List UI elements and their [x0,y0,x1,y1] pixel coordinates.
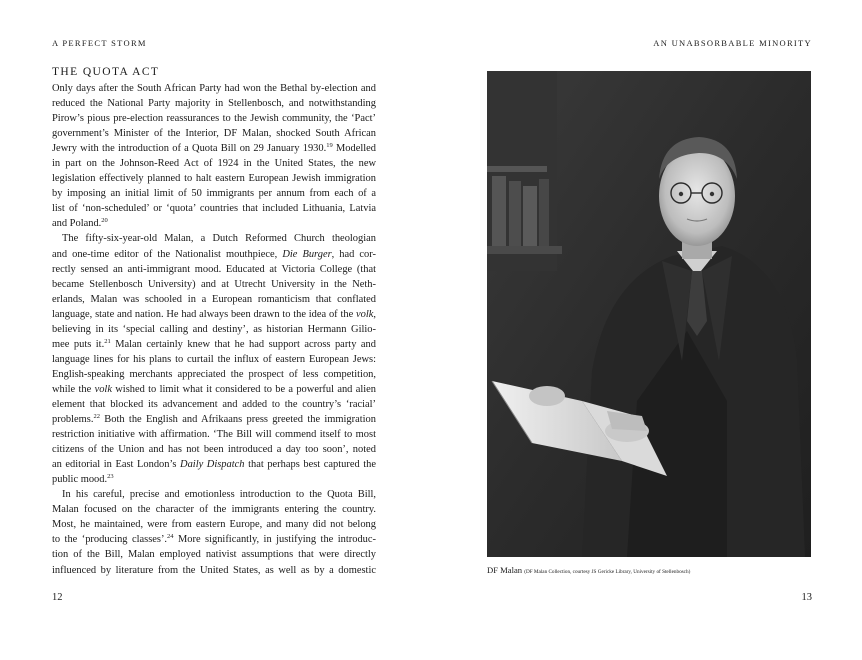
text-line [52,382,376,397]
text-segment: , had cor- [331,248,376,260]
text-line [52,292,376,307]
footnote-marker: 22 [93,413,100,421]
caption-credit: (DF Malan Collection, courtesy JS Gericke Library, University of Stellenbosch) [524,569,691,575]
running-head-right: AN UNABSORBABLE MINORITY [653,38,812,48]
text-segment: reduced the National Party majority in Stellenbosch, and notwithstanding [52,98,376,110]
text-segment: list of ‘non-scheduled’ or ‘quota’ countries that included Lithuania, Latvia [52,203,376,215]
italic-term: Die Burger [282,248,332,260]
text-line [52,427,376,442]
text-segment: Malan focused on the character of the immigrants entering the country. [52,504,376,516]
text-segment: , [373,308,376,320]
text-segment: believing in its ‘special calling and destiny’, as historian Hermann Gilio- [52,323,376,335]
text-line [52,141,376,156]
portrait-illustration [487,71,811,557]
text-line [52,186,376,201]
body-text [52,81,376,578]
running-head-left: A PERFECT STORM [52,38,147,48]
text-line [52,442,376,457]
text-line [52,472,376,487]
page-number-right: 13 [801,592,812,603]
text-line [52,352,376,367]
footnote-marker: 19 [326,142,333,150]
text-segment: and Poland. [52,218,102,230]
right-page [431,0,862,660]
text-segment: element that blocked its advancement and added to the country’s ‘racial’ [52,398,376,410]
text-line [52,277,376,292]
text-segment: In his careful, precise and emotionless introduction to the Quota Bill, [62,489,376,501]
text-segment: More significantly, in justifying the introduc- [173,534,376,546]
text-line [52,532,376,547]
text-segment: Most, he maintained, were from eastern Europe, and many did not belong [52,519,376,531]
text-line [52,412,376,427]
footnote-marker: 23 [107,473,114,481]
text-segment: to the ‘producing classes’. [52,534,168,546]
italic-term: Daily Dispatch [180,459,245,471]
text-segment: language, state and nation. He had always been drawn to the idea of the [52,308,356,320]
text-segment: that perhaps best captured the [244,459,377,471]
footnote-marker: 21 [104,337,111,345]
text-segment: influenced by literature from the United States, as well as by a domestic [52,564,376,576]
text-segment: government’s Minister of the Interior, DF Malan, shocked South African [52,128,376,140]
text-line [52,231,376,246]
page-number-left: 12 [52,592,63,603]
text-segment: English-speaking merchants appreciated the prospect of less competition, [52,368,376,380]
text-line [52,81,376,96]
text-segment: tion of the Bill, Malan employed nativist assumptions that were directly [52,549,376,561]
text-line [52,547,376,562]
text-segment: mee puts it. [52,338,105,350]
portrait-photo [487,71,811,557]
text-line [52,367,376,382]
footnote-marker: 20 [101,217,108,225]
text-segment: public mood. [52,474,108,486]
text-segment: The fifty-six-year-old Malan, a Dutch Reformed Church theologian [62,233,376,245]
text-line [52,216,376,231]
text-segment: in part on the Johnson-Reed Act of 1924 in the United States, the new [52,158,376,170]
text-segment: Malan certainly knew that he had support across party and [110,338,376,350]
text-segment: Modelled [332,143,376,155]
text-line [52,517,376,532]
text-segment: Jewry with the introduction of a Quota Bill on 29 January 1930. [52,143,327,155]
text-segment: an editorial in East London’s [52,459,181,471]
italic-term: volk [356,308,374,320]
text-line [52,126,376,141]
text-segment: Both the English and Afrikaans press greeted the immigration [99,414,376,426]
photo-caption [487,565,817,575]
text-line [52,111,376,126]
text-segment: Only days after the South African Party had won the Bethal by-election and [52,83,376,94]
caption-name: DF Malan [487,565,523,575]
text-line [52,307,376,322]
text-segment: erlands, Malan was schooled in a European romanticism that conflated [52,293,376,305]
text-segment: wished to limit what it considered to be a powerful and alien [111,383,376,395]
text-segment: problems. [52,414,94,426]
text-line [52,96,376,111]
text-segment: while the [52,383,95,395]
section-title: THE QUOTA ACT [52,66,160,78]
text-line [52,397,376,412]
text-line [52,201,376,216]
text-line [52,457,376,472]
text-segment: by imposing an initial limit of 50 immigrants per annum from each of a [52,188,376,200]
footnote-marker: 24 [167,533,174,541]
text-line [52,171,376,186]
text-line [52,322,376,337]
text-line [52,487,376,502]
text-segment: language lines for his plans to curtail the influx of eastern European Jews: [52,353,376,365]
text-line [52,337,376,352]
text-line [52,262,376,277]
text-line [52,247,376,262]
text-segment: restriction initiative with affirmation. ‘The Bill will commend itself to most [52,429,376,441]
italic-term: volk [94,383,112,395]
text-segment: legislation effectively planned to halt eastern European Jewish immigration [52,173,376,185]
text-line [52,156,376,171]
text-segment: Pirow’s pious pre-election reassurances to the Jewish community, the ‘Pact’ [52,113,376,125]
text-line [52,563,376,578]
text-segment: became Stellenbosch University) and at Utrecht University in the Neth- [52,278,376,290]
text-line [52,502,376,517]
text-segment: citizens of the Union and has not been introduced a day too soon’, noted [52,444,376,456]
text-segment: rectly sensed an anti-immigrant mood. Educated at Victoria College (that [52,263,376,275]
text-segment: and one-time editor of the Nationalist mouthpiece, [52,248,283,260]
